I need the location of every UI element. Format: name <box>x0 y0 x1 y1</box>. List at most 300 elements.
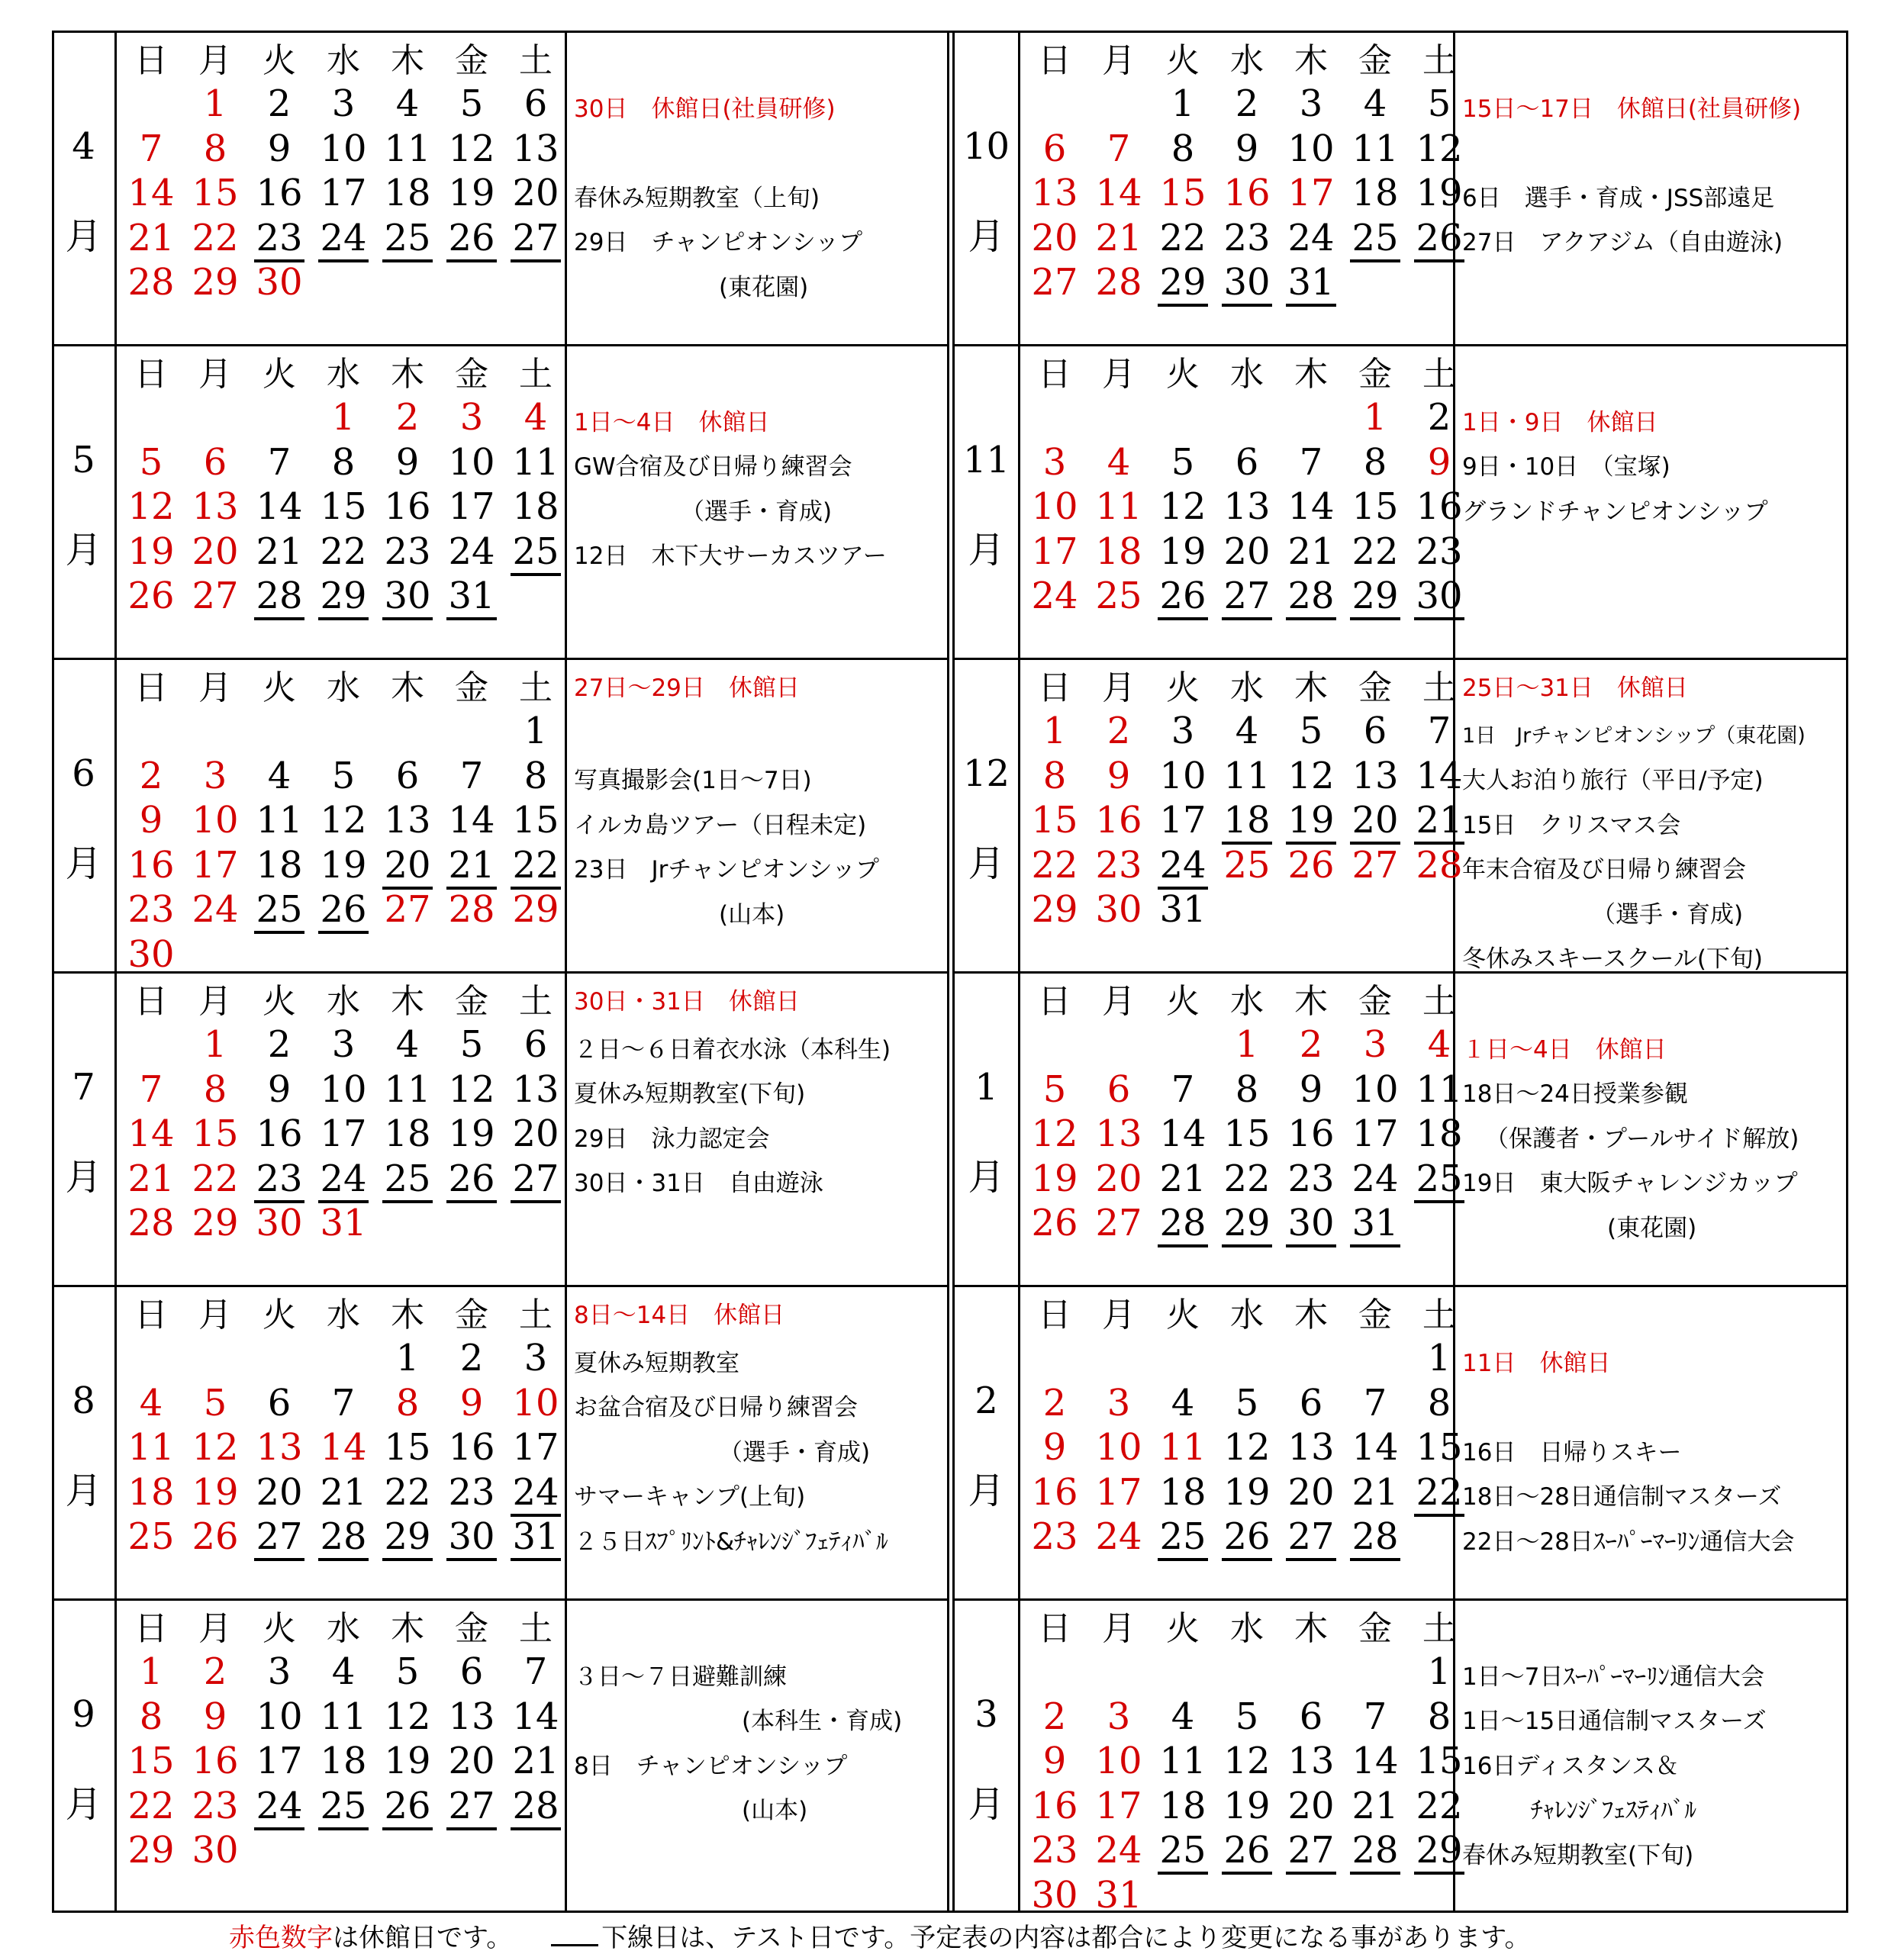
day-cell <box>1023 888 1087 932</box>
day-number: 9 <box>1235 127 1259 170</box>
event-text: （保護者・プールサイド解放) <box>1485 1125 1799 1153</box>
event-text: (東花園) <box>719 273 809 301</box>
day-number: 26 <box>1287 843 1335 887</box>
weekday-header: 金 <box>1358 355 1392 394</box>
day-cell <box>504 1740 568 1784</box>
day-number: 23 <box>254 217 304 262</box>
weekday-header: 金 <box>455 41 488 80</box>
weekday-header: 火 <box>263 1296 296 1334</box>
day-number: 7 <box>331 1381 356 1424</box>
day-cell <box>1279 1829 1343 1873</box>
day-cell <box>1151 172 1215 216</box>
day-number: 8 <box>331 440 356 484</box>
day-number: 29 <box>192 261 239 304</box>
day-number: 11 <box>1416 1067 1463 1111</box>
day-cell <box>375 82 440 127</box>
day-number: 23 <box>254 1157 304 1203</box>
weekday-header: 金 <box>1358 1296 1392 1334</box>
day-number: 24 <box>511 1471 560 1517</box>
day-cell <box>1215 1515 1279 1560</box>
weekday-header: 土 <box>519 668 553 707</box>
weekday-header: 日 <box>1038 982 1071 1021</box>
day-number: 13 <box>256 1426 303 1469</box>
day-number: 15 <box>1351 485 1399 528</box>
day-number: 23 <box>448 1470 495 1514</box>
day-number: 17 <box>1095 1784 1142 1827</box>
weekday-header: 日 <box>1038 668 1071 707</box>
day-cell <box>504 710 568 754</box>
footer-text-1: は休館日です。 <box>333 1923 500 1953</box>
day-cell <box>1087 710 1151 754</box>
column-divider <box>947 31 955 1913</box>
day-number: 30 <box>256 261 303 304</box>
day-number: 14 <box>1095 172 1142 214</box>
day-number: 29 <box>318 575 368 620</box>
weekday-header: 火 <box>1166 1296 1200 1334</box>
day-cell <box>1343 1695 1407 1740</box>
day-cell <box>1279 1785 1343 1829</box>
day-cell <box>183 799 247 843</box>
day-cell <box>1343 172 1407 216</box>
event-text: (本科生・育成) <box>742 1708 903 1735</box>
day-number: 24 <box>1158 844 1207 890</box>
day-cell <box>1023 485 1087 530</box>
day-number: 3 <box>1299 82 1323 125</box>
day-cell <box>1279 1068 1343 1112</box>
day-number: 25 <box>382 217 432 262</box>
day-cell <box>440 172 504 216</box>
day-cell <box>1023 1202 1087 1246</box>
weekday-header: 月 <box>1102 668 1136 707</box>
weekday-header: 金 <box>455 355 488 394</box>
weekday-header: 木 <box>391 668 424 707</box>
day-number: 31 <box>511 1515 560 1561</box>
weekday-header: 火 <box>1166 1609 1200 1648</box>
day-cell <box>1023 441 1087 485</box>
day-number: 13 <box>448 1695 495 1738</box>
day-number: 1 <box>331 396 356 439</box>
day-cell <box>119 1068 183 1112</box>
day-number: 20 <box>1223 530 1271 573</box>
day-number: 12 <box>1031 1112 1078 1155</box>
day-number: 27 <box>446 1785 496 1830</box>
day-number: 15 <box>192 172 239 214</box>
day-cell <box>375 799 440 843</box>
weekday-header: 水 <box>327 982 360 1021</box>
event-text: 18日～28日通信制マスターズ <box>1462 1483 1782 1511</box>
day-cell <box>504 888 568 932</box>
day-cell <box>1279 1426 1343 1470</box>
day-cell <box>183 127 247 172</box>
day-cell <box>1279 127 1343 172</box>
month-number: 12 <box>962 752 1010 795</box>
day-number: 8 <box>1427 1381 1451 1424</box>
day-number: 19 <box>127 530 175 573</box>
weekday-header: 土 <box>519 1296 553 1334</box>
event-text: 22日～28日ｽｰﾊﾟｰﾏｰﾘﾝ通信大会 <box>1462 1527 1795 1556</box>
day-cell <box>1151 1740 1215 1784</box>
day-number: 31 <box>1286 261 1335 307</box>
event-text: サマーキャンプ(上旬) <box>574 1483 806 1511</box>
day-cell <box>1087 575 1151 619</box>
day-number: 5 <box>1427 82 1451 125</box>
day-cell <box>1023 1515 1087 1560</box>
day-number: 26 <box>1222 1515 1271 1561</box>
day-cell <box>247 530 311 575</box>
day-number: 21 <box>1287 530 1335 573</box>
day-cell <box>504 530 568 575</box>
day-cell <box>1215 127 1279 172</box>
weekday-header: 月 <box>198 1609 232 1648</box>
day-number: 11 <box>1159 1740 1207 1782</box>
day-cell <box>1343 1426 1407 1470</box>
day-cell <box>1087 1382 1151 1426</box>
day-number: 6 <box>1042 127 1067 170</box>
day-cell <box>440 1337 504 1381</box>
day-number: 5 <box>459 1023 484 1066</box>
day-cell <box>1151 799 1215 843</box>
day-number: 19 <box>384 1740 431 1782</box>
day-cell <box>1151 1382 1215 1426</box>
day-number: 17 <box>512 1426 559 1469</box>
event-text: 12日 木下大サーカスツアー <box>574 542 887 570</box>
day-cell <box>1087 755 1151 799</box>
day-number: 12 <box>384 1695 431 1738</box>
day-number: 10 <box>448 440 495 484</box>
day-number: 18 <box>320 1740 367 1782</box>
day-cell <box>119 844 183 888</box>
day-number: 11 <box>1095 485 1142 528</box>
day-cell <box>1151 1157 1215 1202</box>
day-number: 4 <box>331 1650 356 1693</box>
day-number: 3 <box>1363 1023 1387 1066</box>
day-number: 2 <box>1042 1695 1067 1738</box>
day-number: 27 <box>1351 843 1399 887</box>
day-cell <box>183 1829 247 1873</box>
day-cell <box>183 1471 247 1515</box>
day-number: 26 <box>1414 217 1464 262</box>
weekday-header: 火 <box>1166 668 1200 707</box>
day-number: 10 <box>1095 1740 1142 1782</box>
day-cell <box>440 1426 504 1470</box>
weekday-header: 日 <box>134 355 168 394</box>
day-cell <box>1215 1382 1279 1426</box>
day-cell <box>1407 575 1471 619</box>
day-number: 2 <box>139 754 163 797</box>
day-cell <box>247 485 311 530</box>
day-cell <box>1151 261 1215 305</box>
month-label <box>955 1693 1018 1826</box>
day-cell <box>1343 530 1407 575</box>
weekday-header: 金 <box>455 668 488 707</box>
day-number: 22 <box>1031 843 1078 887</box>
weekday-header: 木 <box>391 982 424 1021</box>
day-number: 1 <box>1427 1337 1451 1379</box>
event-text: 6日 選手・育成・JSS部遠足 <box>1462 184 1775 212</box>
day-number: 2 <box>459 1337 484 1379</box>
day-number: 16 <box>256 1112 303 1155</box>
day-number: 5 <box>1042 1067 1067 1111</box>
day-cell <box>1343 575 1407 619</box>
day-cell <box>119 888 183 932</box>
day-number: 29 <box>1031 888 1078 931</box>
day-number: 15 <box>320 485 367 528</box>
day-number: 25 <box>1350 217 1400 262</box>
day-cell <box>504 217 568 261</box>
day-number: 11 <box>384 1067 431 1111</box>
weekday-header: 日 <box>134 1296 168 1334</box>
day-number: 23 <box>1223 216 1271 259</box>
day-cell <box>119 933 183 977</box>
day-cell <box>1215 1112 1279 1157</box>
day-number: 21 <box>1159 1157 1207 1200</box>
weekday-header: 日 <box>134 982 168 1021</box>
event-text: １日～4日 休館日 <box>1462 1035 1667 1064</box>
day-number: 4 <box>1171 1695 1195 1738</box>
weekday-header: 木 <box>1294 668 1328 707</box>
day-cell <box>1407 1785 1471 1829</box>
day-number: 5 <box>331 754 356 797</box>
day-cell <box>311 1471 375 1515</box>
event-text: お盆合宿及び日帰り練習会 <box>574 1394 858 1421</box>
day-number: 28 <box>254 575 304 620</box>
day-cell <box>375 1785 440 1829</box>
day-cell <box>247 1471 311 1515</box>
day-number: 12 <box>1223 1426 1271 1469</box>
day-number: 30 <box>382 575 432 620</box>
day-cell <box>504 485 568 530</box>
day-cell <box>1151 530 1215 575</box>
day-cell <box>1151 1471 1215 1515</box>
day-cell <box>1087 888 1151 932</box>
day-number: 31 <box>1159 888 1207 931</box>
day-number: 12 <box>192 1426 239 1469</box>
day-cell <box>247 1023 311 1067</box>
weekday-header: 木 <box>1294 982 1328 1021</box>
day-number: 10 <box>1159 754 1207 797</box>
day-cell <box>1343 1202 1407 1246</box>
day-cell <box>1215 530 1279 575</box>
day-cell <box>183 1157 247 1202</box>
weekday-header: 火 <box>263 1609 296 1648</box>
weekday-header: 日 <box>1038 41 1071 80</box>
day-cell <box>504 396 568 440</box>
day-number: 9 <box>139 799 163 842</box>
day-number: 21 <box>1351 1784 1399 1827</box>
month-number: 9 <box>72 1693 95 1736</box>
month-number: 1 <box>975 1066 998 1109</box>
day-number: 30 <box>1031 1873 1078 1917</box>
weekday-header: 火 <box>1166 41 1200 80</box>
day-cell <box>440 1515 504 1560</box>
day-cell <box>311 575 375 619</box>
weekday-header: 水 <box>1230 1609 1264 1648</box>
day-cell <box>1215 755 1279 799</box>
day-number: 22 <box>384 1470 431 1514</box>
day-cell <box>1023 1112 1087 1157</box>
day-cell <box>1215 1202 1279 1246</box>
day-number: 11 <box>512 440 559 484</box>
day-cell <box>375 1023 440 1067</box>
event-text: (山本) <box>742 1797 808 1824</box>
day-number: 27 <box>511 1157 560 1203</box>
day-cell <box>375 1337 440 1381</box>
day-cell <box>504 1471 568 1515</box>
day-number: 13 <box>512 127 559 170</box>
day-number: 12 <box>1416 127 1463 170</box>
weekday-header: 土 <box>1422 668 1456 707</box>
day-number: 28 <box>1095 261 1142 304</box>
day-cell <box>1023 1785 1087 1829</box>
day-cell <box>375 844 440 888</box>
day-cell <box>183 217 247 261</box>
day-number: 25 <box>318 1785 368 1830</box>
day-number: 21 <box>1414 799 1464 845</box>
weekday-header: 水 <box>327 1609 360 1648</box>
day-number: 24 <box>1095 1515 1142 1558</box>
weekday-header: 月 <box>1102 1296 1136 1334</box>
day-cell <box>183 844 247 888</box>
day-number: 26 <box>1222 1829 1271 1875</box>
day-number: 7 <box>267 440 292 484</box>
day-cell <box>504 1112 568 1157</box>
day-cell <box>183 1382 247 1426</box>
day-cell <box>1087 1695 1151 1740</box>
day-number: 13 <box>1223 485 1271 528</box>
weekday-header: 木 <box>1294 355 1328 394</box>
day-cell <box>183 1515 247 1560</box>
day-number: 20 <box>192 530 239 573</box>
month-label <box>955 439 1018 571</box>
day-cell <box>1087 1829 1151 1873</box>
day-cell <box>1151 441 1215 485</box>
day-number: 29 <box>1222 1202 1271 1247</box>
day-cell <box>1023 127 1087 172</box>
day-number: 18 <box>1222 799 1271 845</box>
day-number: 30 <box>446 1515 496 1561</box>
row-divider <box>955 658 1848 660</box>
day-number: 20 <box>1031 216 1078 259</box>
weekday-header: 月 <box>1102 1609 1136 1648</box>
day-number: 5 <box>1235 1695 1259 1738</box>
day-cell <box>1279 1515 1343 1560</box>
day-number: 5 <box>459 82 484 125</box>
month-number: 7 <box>72 1066 95 1109</box>
day-cell <box>375 1471 440 1515</box>
day-cell <box>1215 710 1279 754</box>
day-cell <box>1023 1157 1087 1202</box>
day-cell <box>247 1202 311 1246</box>
event-text: ２５日ｽﾌﾟﾘﾝﾄ&ﾁｬﾚﾝｼﾞﾌｪﾃｨﾊﾞﾙ <box>574 1527 888 1556</box>
row-divider <box>52 1598 947 1601</box>
day-number: 9 <box>1042 1426 1067 1469</box>
day-number: 7 <box>1363 1381 1387 1424</box>
weekday-header: 月 <box>1102 41 1136 80</box>
day-number: 25 <box>1158 1515 1207 1561</box>
day-cell <box>504 844 568 888</box>
day-cell <box>1215 799 1279 843</box>
day-number: 2 <box>1107 710 1131 752</box>
day-number: 23 <box>127 888 175 931</box>
day-cell <box>311 1157 375 1202</box>
day-cell <box>1087 441 1151 485</box>
day-cell <box>1087 799 1151 843</box>
day-cell <box>1023 1471 1087 1515</box>
day-number: 15 <box>127 1740 175 1782</box>
day-number: 16 <box>1416 485 1463 528</box>
day-number: 10 <box>320 127 367 170</box>
day-number: 3 <box>1107 1695 1131 1738</box>
day-number: 24 <box>1031 575 1078 617</box>
day-cell <box>1087 261 1151 305</box>
day-number: 21 <box>127 216 175 259</box>
month-label <box>52 752 115 885</box>
day-number: 16 <box>1287 1112 1335 1155</box>
event-text: 1日～15日通信制マスターズ <box>1462 1708 1767 1735</box>
weekday-header: 日 <box>134 41 168 80</box>
day-number: 2 <box>203 1650 227 1693</box>
day-cell <box>1279 1471 1343 1515</box>
day-number: 18 <box>256 843 303 887</box>
day-number: 17 <box>192 843 239 887</box>
day-cell <box>311 1785 375 1829</box>
day-cell <box>1023 172 1087 216</box>
day-number: 31 <box>446 575 496 620</box>
day-cell <box>247 888 311 932</box>
day-number: 2 <box>1299 1023 1323 1066</box>
day-cell <box>1279 1382 1343 1426</box>
day-number: 7 <box>524 1650 548 1693</box>
day-number: 15 <box>1416 1740 1463 1782</box>
day-number: 28 <box>1158 1202 1207 1247</box>
day-cell <box>1215 1471 1279 1515</box>
day-number: 4 <box>395 82 420 125</box>
day-number: 8 <box>139 1695 163 1738</box>
day-cell <box>311 1740 375 1784</box>
day-cell <box>183 261 247 305</box>
day-number: 2 <box>1235 82 1259 125</box>
day-number: 19 <box>320 843 367 887</box>
day-cell <box>1279 530 1343 575</box>
day-number: 10 <box>1287 127 1335 170</box>
day-number: 20 <box>1287 1784 1335 1827</box>
day-cell <box>375 888 440 932</box>
day-cell <box>1343 710 1407 754</box>
day-cell <box>1023 217 1087 261</box>
event-text: 16日ディスタンス＆ <box>1462 1752 1680 1780</box>
day-cell <box>1023 1874 1087 1918</box>
day-cell <box>1023 1829 1087 1873</box>
day-cell <box>247 261 311 305</box>
day-cell <box>1343 1471 1407 1515</box>
event-text: 30日・31日 自由遊泳 <box>574 1170 823 1197</box>
month-label <box>52 125 115 258</box>
day-number: 8 <box>203 1067 227 1111</box>
event-text: 25日～31日 休館日 <box>1462 674 1688 702</box>
day-cell <box>1343 1112 1407 1157</box>
row-divider <box>955 1598 1848 1601</box>
day-number: 17 <box>1095 1470 1142 1514</box>
day-cell <box>1407 530 1471 575</box>
day-number: 8 <box>1427 1695 1451 1738</box>
day-number: 12 <box>1287 754 1335 797</box>
day-number: 19 <box>1416 172 1463 214</box>
day-cell <box>1279 1023 1343 1067</box>
day-cell <box>375 1695 440 1740</box>
weekday-header: 火 <box>263 41 296 80</box>
day-cell <box>375 1740 440 1784</box>
day-number: 7 <box>1363 1695 1387 1738</box>
